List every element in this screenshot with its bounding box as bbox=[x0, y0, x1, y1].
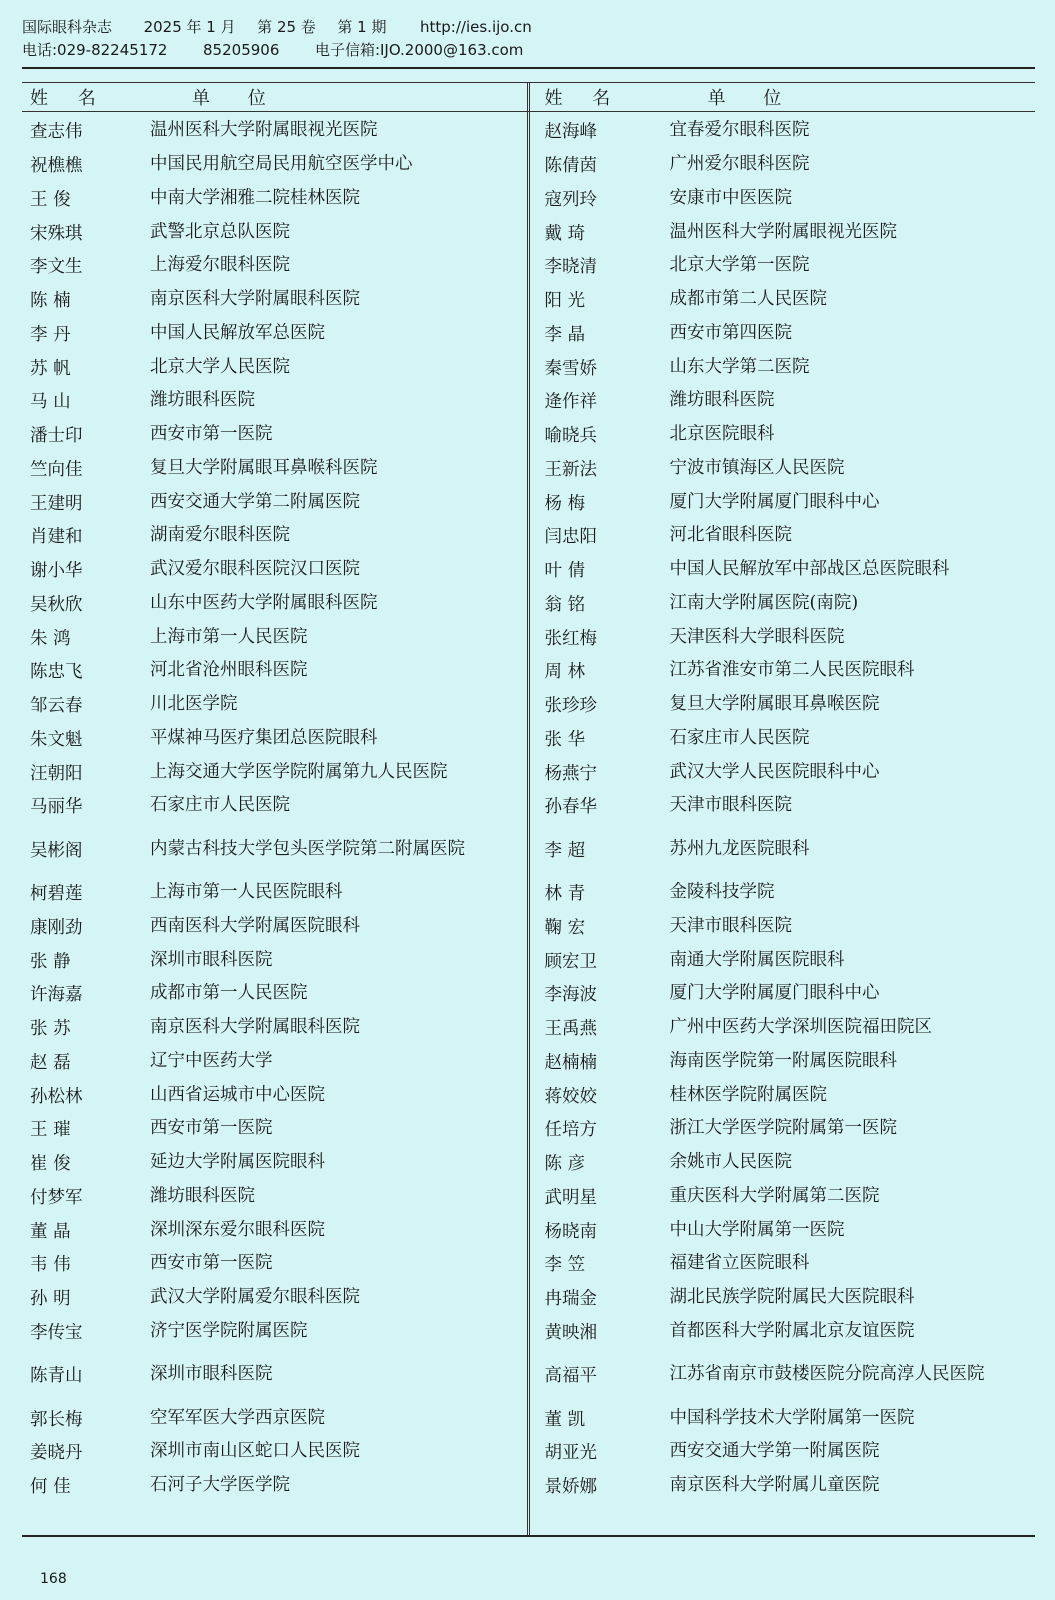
header-rule bbox=[22, 67, 1035, 69]
reviewer-name: 李海波 bbox=[544, 985, 597, 1006]
reviewer-affiliation: 北京大学人民医院 bbox=[150, 356, 290, 377]
reviewer-name: 王 璀 bbox=[30, 1120, 71, 1141]
reviewer-name: 李 丹 bbox=[30, 324, 71, 345]
reviewer-affiliation: 西安市第一医院 bbox=[150, 1118, 273, 1139]
reviewer-affiliation: 南京医科大学附属眼科医院 bbox=[150, 289, 360, 310]
reviewer-name: 陈 楠 bbox=[30, 291, 71, 312]
reviewer-name: 寇列玲 bbox=[544, 189, 597, 210]
reviewer-affiliation: 温州医科大学附属眼视光医院 bbox=[669, 221, 897, 242]
reviewer-name: 吴彬阁 bbox=[30, 840, 83, 861]
right-rows bbox=[529, 112, 1036, 1537]
reviewer-name: 姜晓丹 bbox=[30, 1443, 83, 1464]
reviewer-affiliation: 天津市眼科医院 bbox=[669, 915, 792, 936]
reviewer-affiliation: 中南大学湘雅二院桂林医院 bbox=[150, 187, 360, 208]
reviewer-affiliation: 江苏省淮安市第二人民医院眼科 bbox=[669, 660, 915, 681]
reviewer-name: 朱文魁 bbox=[30, 729, 83, 750]
reviewer-affiliation: 山东大学第二医院 bbox=[669, 356, 810, 377]
table-row bbox=[529, 215, 1036, 249]
reviewer-affiliation: 西安市第四医院 bbox=[669, 322, 792, 343]
reviewer-affiliation: 延边大学附属医院眼科 bbox=[150, 1152, 325, 1173]
reviewer-affiliation: 成都市第一人民医院 bbox=[150, 983, 308, 1004]
reviewer-affiliation: 海南医学院第一附属医院眼科 bbox=[669, 1050, 897, 1071]
table-row bbox=[22, 587, 529, 621]
reviewer-affiliation: 川北医学院 bbox=[150, 694, 238, 715]
reviewer-name: 武明星 bbox=[544, 1187, 597, 1208]
reviewer-affiliation: 复旦大学附属眼耳鼻喉科医院 bbox=[150, 457, 378, 478]
reviewer-affiliation: 天津医科大学眼科医院 bbox=[669, 626, 845, 647]
table-row bbox=[529, 1180, 1036, 1214]
table-row bbox=[529, 148, 1036, 182]
reviewer-name: 何 佳 bbox=[30, 1477, 71, 1498]
table-row bbox=[529, 1078, 1036, 1112]
reviewer-name: 李 晶 bbox=[544, 324, 586, 345]
reviewer-affiliation: 厦门大学附属厦门眼科中心 bbox=[669, 491, 880, 512]
table-row bbox=[529, 1435, 1036, 1469]
header-unit: 单 位 bbox=[707, 87, 798, 109]
table-row bbox=[529, 943, 1036, 977]
table-row bbox=[22, 1469, 529, 1503]
reviewer-affiliation: 武汉大学人民医院眼科中心 bbox=[669, 761, 880, 782]
table-row bbox=[22, 688, 529, 722]
reviewer-affiliation: 厦门大学附属厦门眼科中心 bbox=[669, 983, 880, 1004]
reviewer-name: 陈青山 bbox=[30, 1366, 83, 1387]
left-column bbox=[22, 82, 529, 1537]
reviewer-table bbox=[22, 82, 1035, 1537]
table-row bbox=[22, 249, 529, 283]
journal-title: 国际眼科杂志 bbox=[22, 18, 113, 36]
reviewer-name: 陈倩茵 bbox=[544, 156, 597, 177]
table-row bbox=[22, 1180, 529, 1214]
reviewer-affiliation: 北京医院眼科 bbox=[669, 424, 775, 445]
reviewer-affiliation: 中国人民解放军总医院 bbox=[150, 322, 325, 343]
reviewer-name: 付梦军 bbox=[30, 1187, 83, 1208]
reviewer-affiliation: 金陵科技学院 bbox=[669, 882, 775, 903]
reviewer-name: 孙 明 bbox=[30, 1289, 71, 1310]
table-row bbox=[22, 1011, 529, 1045]
reviewer-affiliation: 上海市第一人民医院眼科 bbox=[150, 882, 343, 903]
reviewer-affiliation: 石河子大学医学院 bbox=[150, 1475, 290, 1496]
reviewer-affiliation: 南京医科大学附属儿童医院 bbox=[669, 1475, 880, 1496]
table-row bbox=[529, 553, 1036, 587]
table-row bbox=[529, 384, 1036, 418]
reviewer-name: 任培方 bbox=[544, 1120, 597, 1141]
table-row bbox=[22, 215, 529, 249]
reviewer-name: 宋殊琪 bbox=[30, 223, 83, 244]
left-rows bbox=[22, 112, 529, 1537]
reviewer-affiliation: 山东中医药大学附属眼科医院 bbox=[150, 592, 378, 613]
reviewer-name: 陈忠飞 bbox=[30, 662, 83, 683]
reviewer-name: 崔 俊 bbox=[30, 1154, 71, 1175]
reviewer-name: 胡亚光 bbox=[544, 1443, 597, 1464]
reviewer-affiliation: 武汉爱尔眼科医院汉口医院 bbox=[150, 559, 360, 580]
reviewer-name: 杨晓南 bbox=[544, 1221, 597, 1242]
header-name: 姓 名 bbox=[544, 87, 623, 109]
reviewer-name: 张 苏 bbox=[30, 1019, 71, 1040]
reviewer-name: 吴秋欣 bbox=[30, 594, 83, 615]
table-row bbox=[529, 910, 1036, 944]
reviewer-name: 张红梅 bbox=[544, 628, 597, 649]
reviewer-name: 林 青 bbox=[544, 884, 586, 905]
reviewer-name: 张 静 bbox=[30, 951, 71, 972]
reviewer-name: 阳 光 bbox=[544, 291, 586, 312]
table-row bbox=[529, 876, 1036, 910]
reviewer-name: 查志伟 bbox=[30, 122, 83, 143]
reviewer-name: 叶 倩 bbox=[544, 561, 586, 582]
reviewer-affiliation: 武警北京总队医院 bbox=[150, 221, 290, 242]
reviewer-affiliation: 桂林医学院附属医院 bbox=[669, 1084, 827, 1105]
table-row bbox=[22, 148, 529, 182]
table-row bbox=[22, 1146, 529, 1180]
reviewer-name: 高福平 bbox=[544, 1366, 597, 1387]
reviewer-affiliation: 空军军医大学西京医院 bbox=[150, 1407, 325, 1428]
table-row bbox=[22, 1213, 529, 1247]
reviewer-name: 景娇娜 bbox=[544, 1477, 597, 1498]
reviewer-name: 竺向佳 bbox=[30, 459, 83, 480]
reviewer-affiliation: 济宁医学院附属医院 bbox=[150, 1320, 308, 1341]
reviewer-affiliation: 湖北民族学院附属民大医院眼科 bbox=[669, 1287, 915, 1308]
table-row bbox=[529, 519, 1036, 553]
reviewer-affiliation: 宜春爱尔眼科医院 bbox=[669, 120, 810, 141]
table-row bbox=[22, 350, 529, 384]
reviewer-affiliation: 南京医科大学附属眼科医院 bbox=[150, 1017, 360, 1038]
reviewer-affiliation: 内蒙古科技大学包头医学院第二附属医院 bbox=[150, 838, 465, 859]
reviewer-name: 潘士印 bbox=[30, 426, 83, 447]
reviewer-name: 韦 伟 bbox=[30, 1255, 71, 1276]
reviewer-affiliation: 江南大学附属医院(南院) bbox=[669, 592, 859, 613]
reviewer-affiliation: 上海交通大学医学院附属第九人民医院 bbox=[150, 761, 448, 782]
table-row bbox=[529, 1112, 1036, 1146]
reviewer-affiliation: 上海爱尔眼科医院 bbox=[150, 255, 290, 276]
reviewer-name: 董 晶 bbox=[30, 1221, 71, 1242]
reviewer-affiliation: 成都市第二人民医院 bbox=[669, 289, 827, 310]
table-row bbox=[22, 283, 529, 317]
email: 电子信箱:IJO.2000@163.com bbox=[314, 41, 524, 59]
table-row bbox=[22, 114, 529, 148]
table-row bbox=[22, 789, 529, 823]
reviewer-name: 王建明 bbox=[30, 493, 83, 514]
table-row bbox=[22, 876, 529, 910]
table-row bbox=[529, 1213, 1036, 1247]
table-row bbox=[529, 977, 1036, 1011]
table-row bbox=[529, 823, 1036, 876]
reviewer-name: 秦雪娇 bbox=[544, 358, 597, 379]
reviewer-name: 李晓清 bbox=[544, 257, 597, 278]
reviewer-name: 马 山 bbox=[30, 392, 71, 413]
header-name: 姓 名 bbox=[30, 87, 108, 109]
reviewer-affiliation: 山西省运城市中心医院 bbox=[150, 1084, 325, 1105]
reviewer-affiliation: 石家庄市人民医院 bbox=[150, 795, 290, 816]
table-row bbox=[529, 452, 1036, 486]
reviewer-name: 柯碧莲 bbox=[30, 884, 83, 905]
header-line-2 bbox=[22, 39, 1035, 62]
table-row bbox=[22, 1401, 529, 1435]
reviewer-affiliation: 潍坊眼科医院 bbox=[669, 390, 775, 411]
reviewer-name: 郭长梅 bbox=[30, 1409, 83, 1430]
table-row bbox=[529, 755, 1036, 789]
reviewer-affiliation: 武汉大学附属爱尔眼科医院 bbox=[150, 1287, 360, 1308]
reviewer-affiliation: 深圳市眼科医院 bbox=[150, 949, 273, 970]
table-row bbox=[22, 823, 529, 876]
table-row bbox=[529, 789, 1036, 823]
table-row bbox=[22, 1281, 529, 1315]
reviewer-affiliation: 温州医科大学附属眼视光医院 bbox=[150, 120, 378, 141]
reviewer-name: 谢小华 bbox=[30, 561, 83, 582]
table-row bbox=[529, 317, 1036, 351]
table-row bbox=[22, 1045, 529, 1079]
reviewer-name: 朱 鸿 bbox=[30, 628, 71, 649]
table-row bbox=[529, 485, 1036, 519]
reviewer-affiliation: 深圳市南山区蛇口人民医院 bbox=[150, 1441, 360, 1462]
reviewer-name: 冉瑞金 bbox=[544, 1289, 597, 1310]
reviewer-affiliation: 重庆医科大学附属第二医院 bbox=[669, 1185, 880, 1206]
column-divider bbox=[527, 82, 530, 1537]
reviewer-name: 张 华 bbox=[544, 729, 586, 750]
reviewer-name: 李传宝 bbox=[30, 1322, 83, 1343]
reviewer-affiliation: 苏州九龙医院眼科 bbox=[669, 838, 810, 859]
reviewer-affiliation: 西南医科大学附属医院眼科 bbox=[150, 915, 360, 936]
reviewer-name: 喻晓兵 bbox=[544, 426, 597, 447]
table-row bbox=[529, 1281, 1036, 1315]
reviewer-affiliation: 福建省立医院眼科 bbox=[669, 1253, 810, 1274]
reviewer-affiliation: 中国人民解放军中部战区总医院眼科 bbox=[669, 559, 950, 580]
reviewer-affiliation: 西安市第一医院 bbox=[150, 1253, 273, 1274]
reviewer-name: 王新法 bbox=[544, 459, 597, 480]
reviewer-affiliation: 安康市中医医院 bbox=[669, 187, 792, 208]
reviewer-name: 康刚劲 bbox=[30, 917, 83, 938]
reviewer-name: 鞠 宏 bbox=[544, 917, 586, 938]
reviewer-affiliation: 潍坊眼科医院 bbox=[150, 1185, 255, 1206]
table-row bbox=[22, 1112, 529, 1146]
reviewer-affiliation: 天津市眼科医院 bbox=[669, 795, 792, 816]
table-row bbox=[22, 1348, 529, 1401]
header-line-1 bbox=[22, 16, 1035, 39]
table-row bbox=[529, 418, 1036, 452]
reviewer-name: 戴 琦 bbox=[544, 223, 586, 244]
table-row bbox=[529, 620, 1036, 654]
table-row bbox=[529, 283, 1036, 317]
table-row bbox=[529, 1401, 1036, 1435]
reviewer-affiliation: 湖南爱尔眼科医院 bbox=[150, 525, 290, 546]
reviewer-name: 孙春华 bbox=[544, 797, 597, 818]
issue-date: 2025 年 1 月 bbox=[143, 18, 236, 36]
reviewer-affiliation: 余姚市人民医院 bbox=[669, 1152, 792, 1173]
reviewer-name: 王禹燕 bbox=[544, 1019, 597, 1040]
reviewer-name: 蒋姣姣 bbox=[544, 1086, 597, 1107]
table-row bbox=[22, 452, 529, 486]
table-row bbox=[529, 587, 1036, 621]
reviewer-name: 祝樵樵 bbox=[30, 156, 83, 177]
table-row bbox=[529, 1011, 1036, 1045]
reviewer-name: 闫忠阳 bbox=[544, 527, 597, 548]
table-row bbox=[22, 384, 529, 418]
table-row bbox=[22, 1435, 529, 1469]
reviewer-affiliation: 西安交通大学第二附属医院 bbox=[150, 491, 360, 512]
table-row bbox=[529, 1315, 1036, 1349]
reviewer-name: 杨燕宁 bbox=[544, 763, 597, 784]
reviewer-affiliation: 南通大学附属医院眼科 bbox=[669, 949, 845, 970]
reviewer-name: 张珍珍 bbox=[544, 696, 597, 717]
reviewer-affiliation: 河北省沧州眼科医院 bbox=[150, 660, 308, 681]
header-unit: 单 位 bbox=[192, 87, 282, 109]
reviewer-affiliation: 首都医科大学附属北京友谊医院 bbox=[669, 1320, 915, 1341]
reviewer-name: 肖建和 bbox=[30, 527, 83, 548]
issue: 第 1 期 bbox=[337, 18, 387, 36]
table-row bbox=[22, 485, 529, 519]
table-row bbox=[22, 722, 529, 756]
table-row bbox=[22, 1078, 529, 1112]
reviewer-affiliation: 潍坊眼科医院 bbox=[150, 390, 255, 411]
reviewer-name: 汪朝阳 bbox=[30, 763, 83, 784]
reviewer-affiliation: 江苏省南京市鼓楼医院分院高淳人民医院 bbox=[669, 1364, 985, 1385]
reviewer-name: 董 凯 bbox=[544, 1409, 586, 1430]
reviewer-affiliation: 上海市第一人民医院 bbox=[150, 626, 308, 647]
journal-url: http://ies.ijo.cn bbox=[420, 18, 532, 36]
reviewer-name: 赵 磊 bbox=[30, 1052, 71, 1073]
table-bottom-rule bbox=[22, 1535, 1035, 1537]
table-row bbox=[22, 418, 529, 452]
table-row bbox=[529, 1045, 1036, 1079]
table-row bbox=[529, 688, 1036, 722]
table-row bbox=[529, 722, 1036, 756]
reviewer-affiliation: 深圳市眼科医院 bbox=[150, 1364, 273, 1385]
table-row bbox=[529, 114, 1036, 148]
reviewer-affiliation: 深圳深东爱尔眼科医院 bbox=[150, 1219, 325, 1240]
reviewer-affiliation: 浙江大学医学院附属第一医院 bbox=[669, 1118, 897, 1139]
table-row bbox=[22, 755, 529, 789]
right-column bbox=[529, 82, 1036, 1537]
reviewer-name: 邹云春 bbox=[30, 696, 83, 717]
running-header bbox=[22, 16, 1035, 62]
table-row bbox=[22, 317, 529, 351]
reviewer-affiliation: 复旦大学附属眼耳鼻喉医院 bbox=[669, 694, 880, 715]
reviewer-name: 顾宏卫 bbox=[544, 951, 597, 972]
table-row bbox=[22, 1315, 529, 1349]
table-row bbox=[529, 1247, 1036, 1281]
reviewer-name: 王 俊 bbox=[30, 189, 71, 210]
reviewer-affiliation: 西安交通大学第一附属医院 bbox=[669, 1441, 880, 1462]
reviewer-name: 李 笠 bbox=[544, 1255, 586, 1276]
table-row bbox=[529, 182, 1036, 216]
table-row bbox=[22, 1247, 529, 1281]
reviewer-name: 赵楠楠 bbox=[544, 1052, 597, 1073]
reviewer-affiliation: 平煤神马医疗集团总医院眼科 bbox=[150, 727, 378, 748]
reviewer-name: 孙松林 bbox=[30, 1086, 83, 1107]
table-row bbox=[22, 943, 529, 977]
table-row bbox=[22, 519, 529, 553]
reviewer-affiliation: 广州中医药大学深圳医院福田院区 bbox=[669, 1017, 932, 1038]
table-row bbox=[529, 249, 1036, 283]
reviewer-name: 陈 彦 bbox=[544, 1154, 586, 1175]
reviewer-name: 杨 梅 bbox=[544, 493, 586, 514]
phone: 电话:029-82245172 bbox=[22, 41, 168, 59]
reviewer-name: 马丽华 bbox=[30, 797, 83, 818]
reviewer-affiliation: 辽宁中医药大学 bbox=[150, 1050, 273, 1071]
reviewer-name: 李文生 bbox=[30, 257, 83, 278]
reviewer-name: 翁 铭 bbox=[544, 594, 586, 615]
table-row bbox=[22, 654, 529, 688]
table-row bbox=[22, 182, 529, 216]
reviewer-affiliation: 北京大学第一医院 bbox=[669, 255, 810, 276]
reviewer-affiliation: 中山大学附属第一医院 bbox=[669, 1219, 845, 1240]
phone-2: 85205906 bbox=[203, 41, 280, 59]
reviewer-affiliation: 宁波市镇海区人民医院 bbox=[669, 457, 845, 478]
table-row bbox=[529, 1469, 1036, 1503]
reviewer-affiliation: 河北省眼科医院 bbox=[669, 525, 792, 546]
table-row bbox=[529, 654, 1036, 688]
reviewer-name: 逄作祥 bbox=[544, 392, 597, 413]
right-table-header bbox=[529, 82, 1036, 112]
reviewer-affiliation: 西安市第一医院 bbox=[150, 424, 273, 445]
table-row bbox=[529, 1146, 1036, 1180]
reviewer-name: 周 林 bbox=[544, 662, 586, 683]
reviewer-affiliation: 中国民用航空局民用航空医学中心 bbox=[150, 154, 413, 175]
reviewer-name: 李 超 bbox=[544, 840, 586, 861]
reviewer-name: 苏 帆 bbox=[30, 358, 71, 379]
table-row bbox=[529, 350, 1036, 384]
table-row bbox=[529, 1348, 1036, 1401]
reviewer-affiliation: 石家庄市人民医院 bbox=[669, 727, 810, 748]
volume: 第 25 卷 bbox=[257, 18, 316, 36]
reviewer-name: 黄映湘 bbox=[544, 1322, 597, 1343]
table-row bbox=[22, 620, 529, 654]
table-row bbox=[22, 977, 529, 1011]
reviewer-affiliation: 中国科学技术大学附属第一医院 bbox=[669, 1407, 915, 1428]
page-number: 168 bbox=[40, 1571, 67, 1587]
left-table-header bbox=[22, 82, 529, 112]
table-row bbox=[22, 910, 529, 944]
reviewer-name: 赵海峰 bbox=[544, 122, 597, 143]
table-row bbox=[22, 553, 529, 587]
reviewer-name: 许海嘉 bbox=[30, 985, 83, 1006]
reviewer-affiliation: 广州爱尔眼科医院 bbox=[669, 154, 810, 175]
